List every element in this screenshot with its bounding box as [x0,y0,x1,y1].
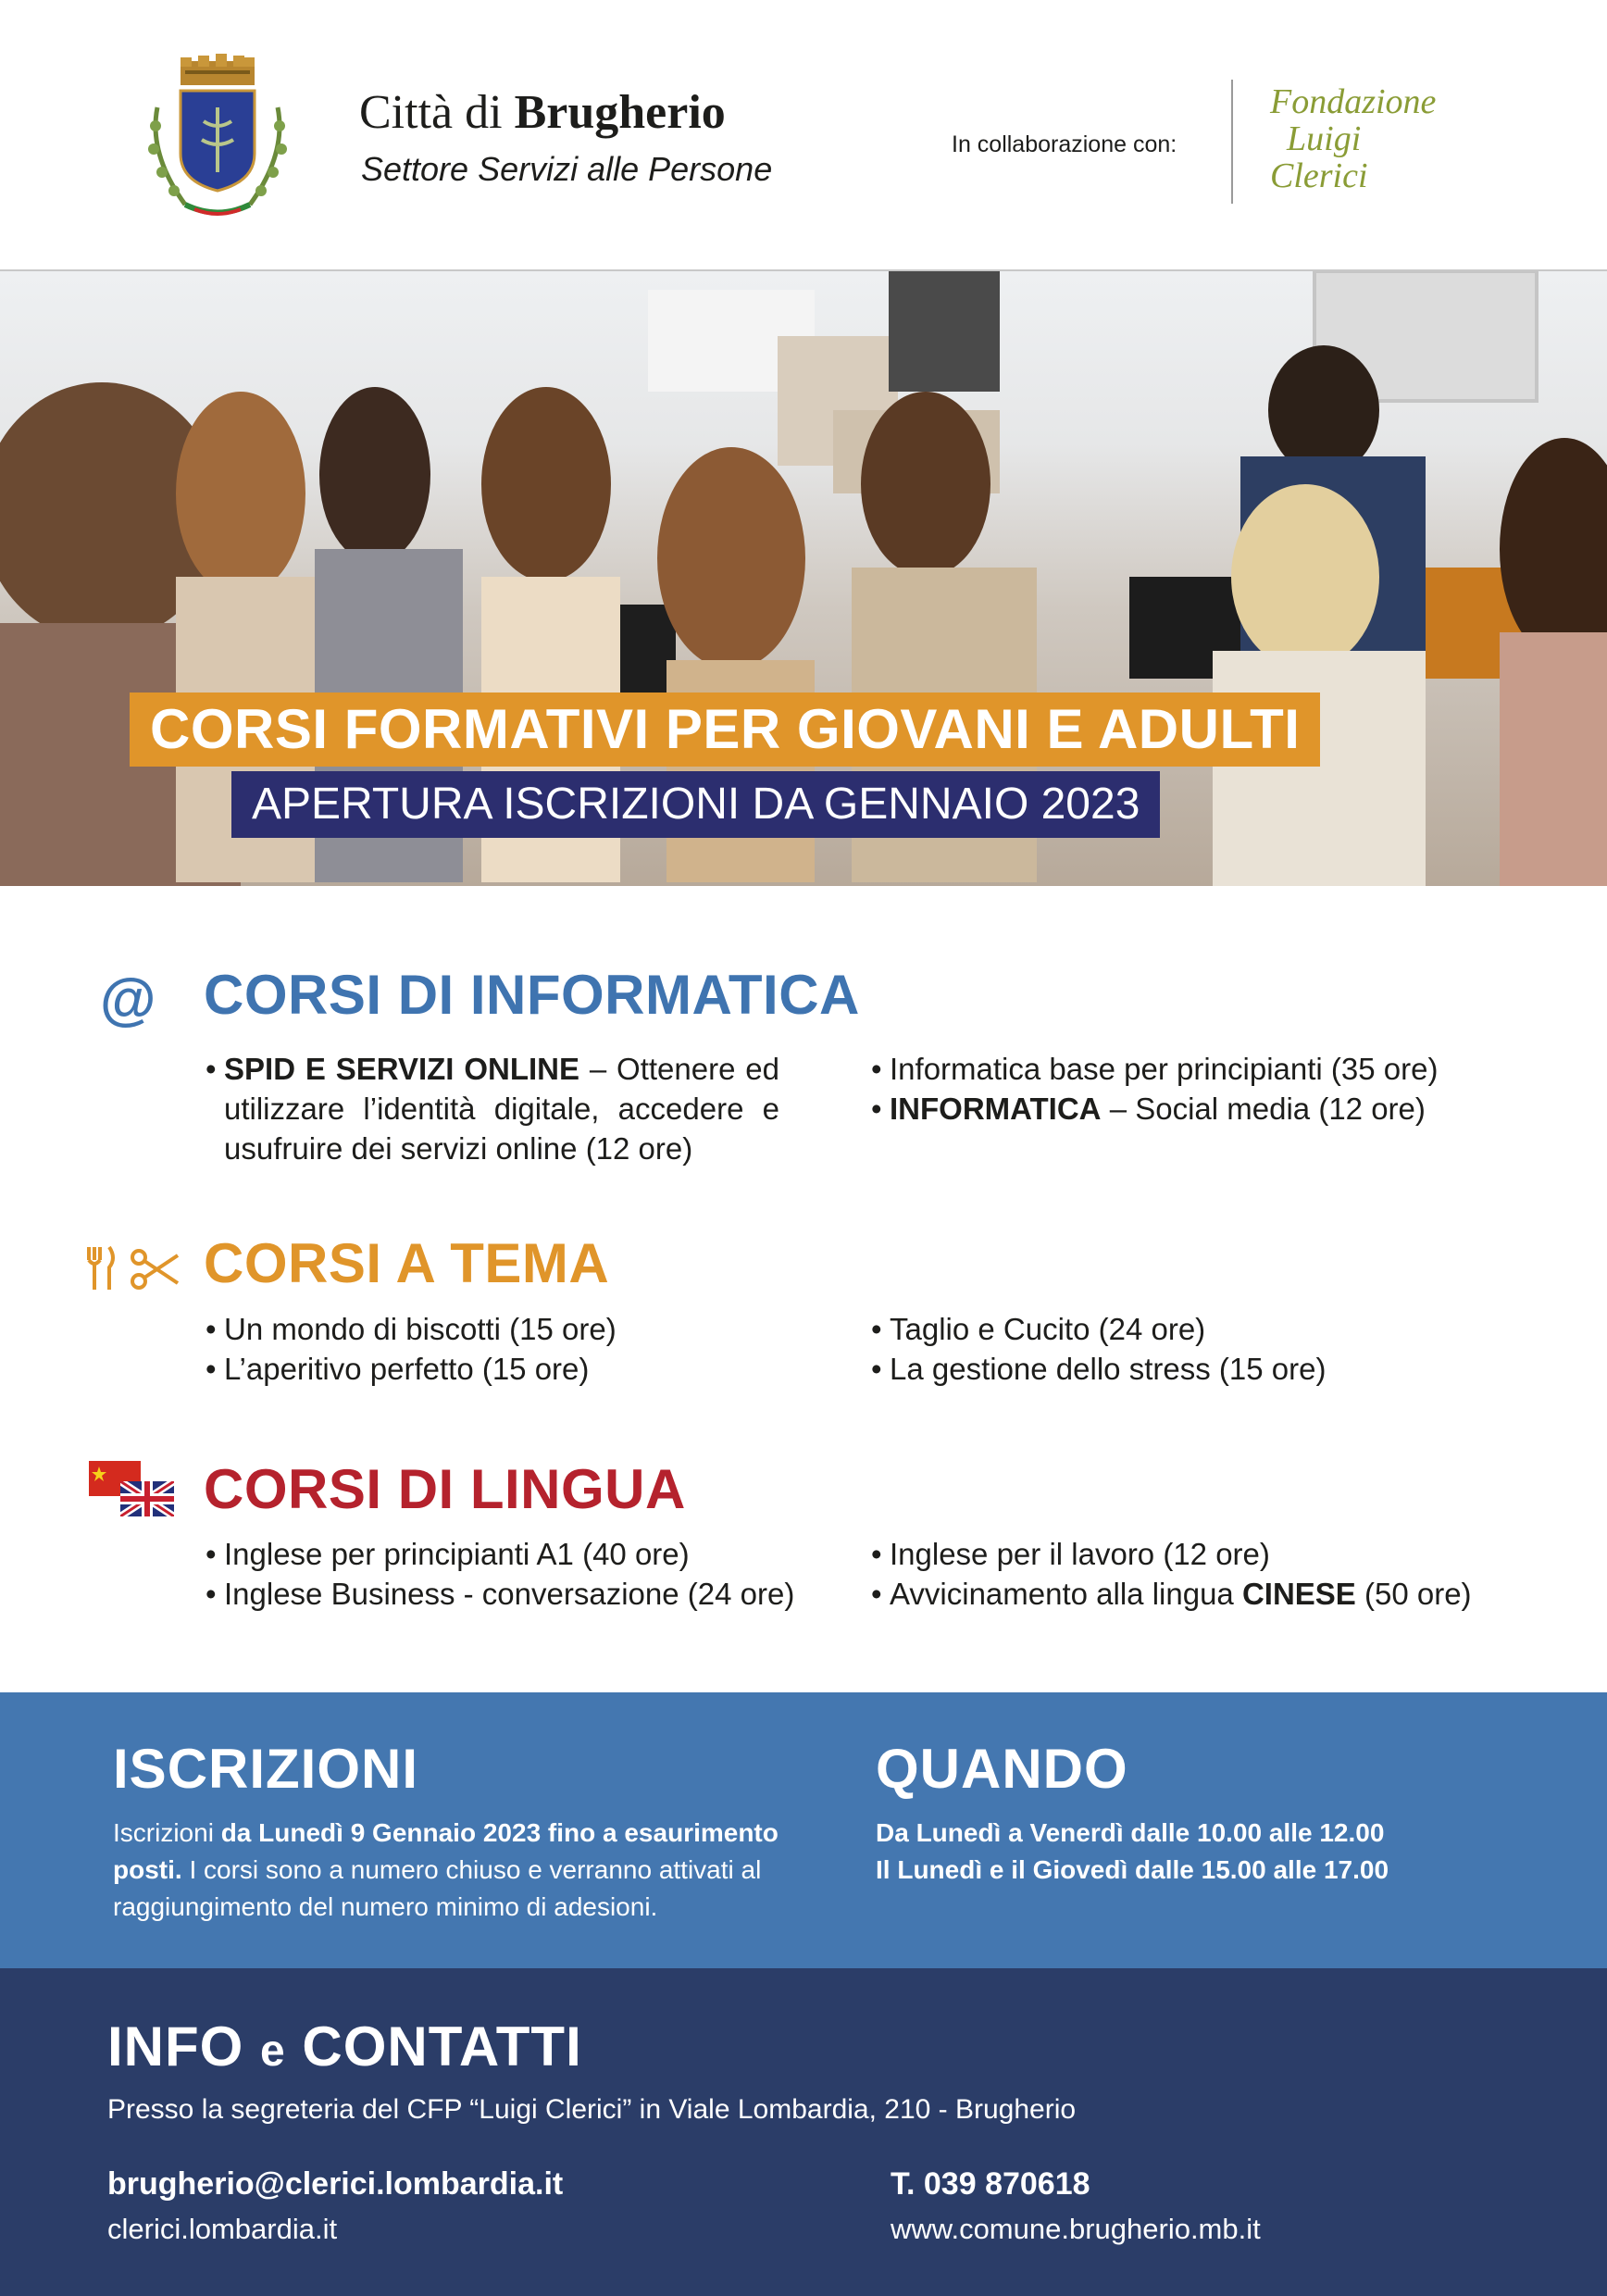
section-title-informatica: CORSI DI INFORMATICA [204,964,860,1026]
list-item: • Taglio e Cucito (24 ore) [871,1309,1538,1349]
list-item: • SPID E SERVIZI ONLINE – Ottenere ed utilizzare l’identità digitale, accedere e usufruire dei servizi online (12 ore) [206,1049,779,1168]
info-title: INFO e CONTATTI [107,2015,582,2078]
info-contatti-panel [0,1968,1607,2296]
tema-right-list [871,1309,1538,1389]
informatica-right-list [871,1049,1538,1129]
section-title-lingua: CORSI DI LINGUA [204,1458,686,1520]
informatica-left-list [206,1049,779,1168]
info-address: Presso la segreteria del CFP “Luigi Clerici” in Viale Lombardia, 210 - Brugherio [107,2094,1077,2125]
list-item: • Un mondo di biscotti (15 ore) [206,1309,779,1349]
lingua-right-list [871,1534,1538,1614]
contact-phone[interactable]: T. 039 870618 [891,2166,1090,2202]
header-divider [1231,80,1233,204]
list-item: • Inglese per principianti A1 (40 ore) [206,1534,853,1574]
header [0,0,1607,270]
list-item: • La gestione dello stress (15 ore) [871,1349,1538,1389]
list-item: • L’aperitivo perfetto (15 ore) [206,1349,779,1389]
list-item: • INFORMATICA – Social media (12 ore) [871,1089,1538,1129]
iscrizioni-title: ISCRIZIONI [113,1738,419,1800]
clerici-website-link[interactable]: clerici.lombardia.it [107,2213,338,2245]
hero-headline: CORSI FORMATIVI PER GIOVANI E ADULTI [130,693,1320,767]
city-crest-logo [130,52,305,228]
list-item: • Inglese Business - conversazione (24 ore) [206,1574,853,1614]
list-item: • Informatica base per principianti (35 ore) [871,1049,1538,1089]
list-item: • Avvicinamento alla lingua CINESE (50 ore) [871,1574,1538,1614]
iscrizioni-panel [0,1692,1607,1968]
city-title: Città di Brugherio [359,86,726,139]
partner-logo-fondazione-luigi-clerici: Fondazione Luigi Clerici [1270,82,1437,195]
quando-title: QUANDO [876,1738,1128,1800]
comune-website-link[interactable]: www.comune.brugherio.mb.it [891,2213,1261,2245]
contact-email-link[interactable]: brugherio@clerici.lombardia.it [107,2166,564,2202]
lingua-left-list [206,1534,853,1614]
list-item: • Inglese per il lavoro (12 ore) [871,1534,1538,1574]
collaboration-label: In collaborazione con: [952,131,1177,157]
section-title-tema: CORSI A TEMA [204,1232,610,1294]
uk-flag-icon [120,1481,174,1516]
quando-text: Da Lunedì a Venerdì dalle 10.00 alle 12.00 Il Lunedì e il Giovedì dalle 15.00 alle 17.00 [876,1818,1389,1884]
scissors-icon [130,1248,181,1291]
hero-subheadline: APERTURA ISCRIZIONI DA GENNAIO 2023 [231,771,1160,838]
department-name: Settore Servizi alle Persone [361,150,773,188]
at-sign-icon: @ [100,967,156,1031]
iscrizioni-text: Iscrizioni da Lunedì 9 Gennaio 2023 fino a esaurimento posti. I corsi sono a numero chiuso e verranno attivati al raggiungimento del numero minimo di adesioni. [113,1818,779,1921]
tema-left-list [206,1309,779,1389]
cutlery-icon [83,1245,117,1292]
hero-banner [0,271,1607,886]
